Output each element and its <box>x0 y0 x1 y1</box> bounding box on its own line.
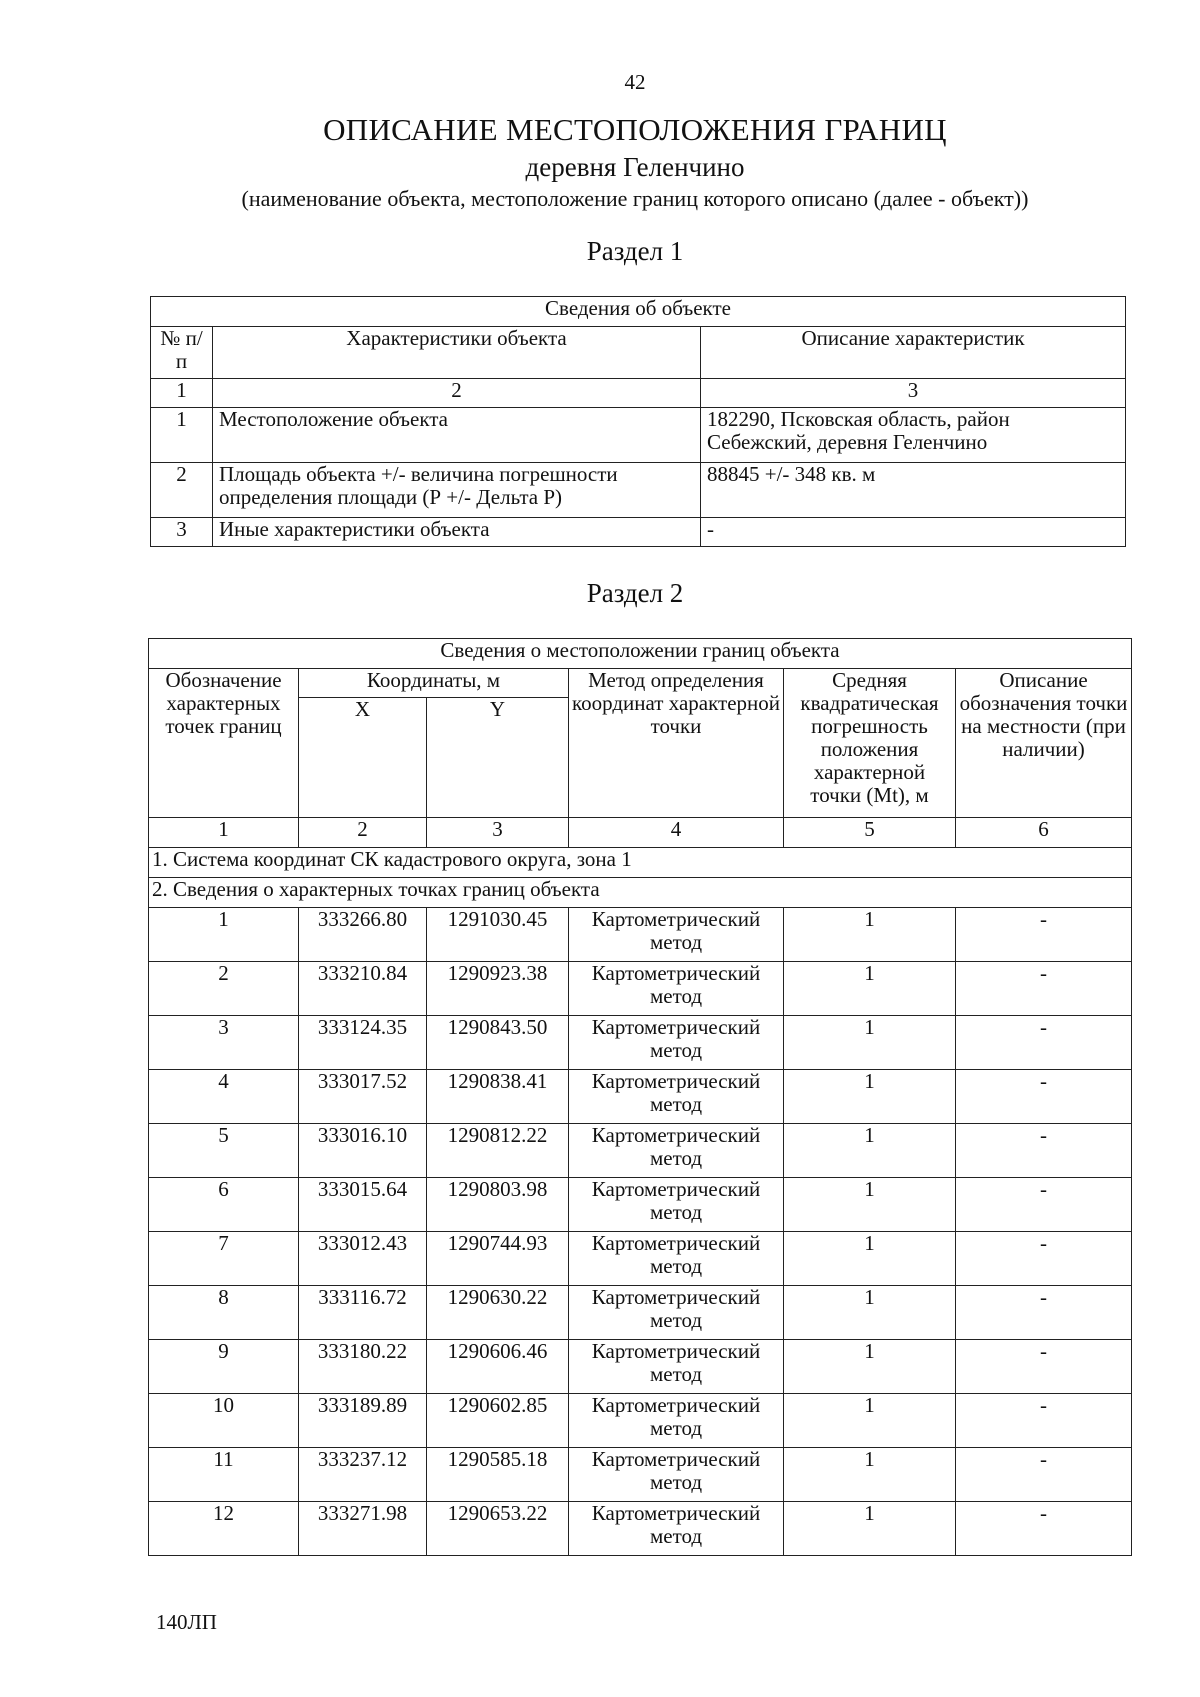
points-body <box>149 908 1132 1556</box>
point-method: Картометрический метод <box>569 962 784 1016</box>
col-number-cell: 1 <box>149 818 299 848</box>
point-y: 1290923.38 <box>427 962 569 1016</box>
point-x: 333015.64 <box>299 1178 427 1232</box>
table-row <box>149 1070 1132 1124</box>
point-method: Картометрический метод <box>569 1340 784 1394</box>
boundary-table-title: Сведения о местоположении границ объекта <box>149 639 1132 669</box>
point-error: 1 <box>784 1232 956 1286</box>
table-row <box>151 408 1126 463</box>
point-y: 1290838.41 <box>427 1070 569 1124</box>
point-y: 1290812.22 <box>427 1124 569 1178</box>
point-number: 6 <box>149 1178 299 1232</box>
point-description: - <box>956 1502 1132 1556</box>
point-error: 1 <box>784 1124 956 1178</box>
document-title: ОПИСАНИЕ МЕСТОПОЛОЖЕНИЯ ГРАНИЦ <box>323 112 947 147</box>
point-method: Картометрический метод <box>569 1070 784 1124</box>
point-error: 1 <box>784 1286 956 1340</box>
col-header-coords: Координаты, м <box>299 669 569 698</box>
table-row <box>149 1016 1132 1070</box>
point-x: 333180.22 <box>299 1340 427 1394</box>
points-info-row: 2. Сведения о характерных точках границ объекта <box>149 878 1132 908</box>
point-error: 1 <box>784 1016 956 1070</box>
table-row <box>151 518 1126 547</box>
point-description: - <box>956 1016 1132 1070</box>
point-error: 1 <box>784 908 956 962</box>
table-row <box>151 463 1126 518</box>
table-row <box>149 1124 1132 1178</box>
row-number: 1 <box>151 408 213 463</box>
point-description: - <box>956 1178 1132 1232</box>
point-x: 333266.80 <box>299 908 427 962</box>
point-method: Картометрический метод <box>569 1124 784 1178</box>
point-description: - <box>956 1340 1132 1394</box>
point-error: 1 <box>784 1070 956 1124</box>
col-number-cell: 3 <box>701 379 1126 408</box>
point-number: 5 <box>149 1124 299 1178</box>
point-number: 9 <box>149 1340 299 1394</box>
point-method: Картометрический метод <box>569 1286 784 1340</box>
col-header-x: X <box>299 698 427 818</box>
point-x: 333189.89 <box>299 1394 427 1448</box>
col-number-cell: 2 <box>213 379 701 408</box>
point-method: Картометрический метод <box>569 1232 784 1286</box>
point-error: 1 <box>784 1178 956 1232</box>
point-error: 1 <box>784 1448 956 1502</box>
object-name: деревня Геленчино <box>525 152 745 182</box>
characteristic-name: Местоположение объекта <box>213 408 701 463</box>
point-description: - <box>956 962 1132 1016</box>
point-number: 4 <box>149 1070 299 1124</box>
point-error: 1 <box>784 1394 956 1448</box>
col-number-cell: 3 <box>427 818 569 848</box>
point-number: 7 <box>149 1232 299 1286</box>
col-header-characteristic: Характеристики объекта <box>213 327 701 379</box>
point-x: 333210.84 <box>299 962 427 1016</box>
point-y: 1290606.46 <box>427 1340 569 1394</box>
point-y: 1290602.85 <box>427 1394 569 1448</box>
object-info-title: Сведения об объекте <box>151 297 1126 327</box>
point-x: 333016.10 <box>299 1124 427 1178</box>
col-header-descr: Описание обозначения точки на местности (при наличии) <box>956 669 1132 818</box>
point-y: 1290653.22 <box>427 1502 569 1556</box>
point-number: 11 <box>149 1448 299 1502</box>
col-header-number: № п/п <box>151 327 213 379</box>
table-row <box>149 1394 1132 1448</box>
point-x: 333237.12 <box>299 1448 427 1502</box>
point-error: 1 <box>784 1502 956 1556</box>
table-row <box>149 1502 1132 1556</box>
point-method: Картометрический метод <box>569 1016 784 1070</box>
footer-code: 140ЛП <box>156 1610 217 1634</box>
point-description: - <box>956 908 1132 962</box>
point-y: 1290843.50 <box>427 1016 569 1070</box>
table-row <box>149 1340 1132 1394</box>
row-number: 2 <box>151 463 213 518</box>
point-description: - <box>956 1070 1132 1124</box>
col-number-cell: 1 <box>151 379 213 408</box>
col-header-description: Описание характеристик <box>701 327 1126 379</box>
point-x: 333116.72 <box>299 1286 427 1340</box>
col-header-point: Обозначение характерных точек границ <box>149 669 299 818</box>
table-row <box>149 962 1132 1016</box>
table-row <box>149 1286 1132 1340</box>
table-row <box>149 1232 1132 1286</box>
point-method: Картометрический метод <box>569 1502 784 1556</box>
point-y: 1291030.45 <box>427 908 569 962</box>
point-x: 333124.35 <box>299 1016 427 1070</box>
characteristic-value: 88845 +/- 348 кв. м <box>701 463 1126 518</box>
point-x: 333012.43 <box>299 1232 427 1286</box>
col-header-method: Метод определения координат характерной точки <box>569 669 784 818</box>
row-number: 3 <box>151 518 213 547</box>
point-error: 1 <box>784 962 956 1016</box>
point-number: 12 <box>149 1502 299 1556</box>
characteristic-value: 182290, Псковская область, район Себежский, деревня Геленчино <box>701 408 1126 463</box>
point-description: - <box>956 1394 1132 1448</box>
point-method: Картометрический метод <box>569 1178 784 1232</box>
point-method: Картометрический метод <box>569 908 784 962</box>
col-header-error: Средняя квадратическая погрешность положения характерной точки (Mt), м <box>784 669 956 818</box>
characteristic-name: Площадь объекта +/- величина погрешности определения площади (Р +/- Дельта Р) <box>213 463 701 518</box>
col-number-cell: 5 <box>784 818 956 848</box>
point-method: Картометрический метод <box>569 1394 784 1448</box>
point-y: 1290744.93 <box>427 1232 569 1286</box>
point-number: 10 <box>149 1394 299 1448</box>
point-y: 1290630.22 <box>427 1286 569 1340</box>
point-description: - <box>956 1448 1132 1502</box>
point-method: Картометрический метод <box>569 1448 784 1502</box>
object-caption: (наименование объекта, местоположение границ которого описано (далее - объект)) <box>241 186 1029 211</box>
point-x: 333271.98 <box>299 1502 427 1556</box>
table-row <box>149 908 1132 962</box>
point-y: 1290585.18 <box>427 1448 569 1502</box>
col-number-cell: 4 <box>569 818 784 848</box>
coordinate-system-row: 1. Система координат СК кадастрового округа, зона 1 <box>149 848 1132 878</box>
point-number: 2 <box>149 962 299 1016</box>
section1-heading: Раздел 1 <box>586 236 684 266</box>
characteristic-name: Иные характеристики объекта <box>213 518 701 547</box>
col-header-y: Y <box>427 698 569 818</box>
point-description: - <box>956 1286 1132 1340</box>
point-number: 8 <box>149 1286 299 1340</box>
col-number-cell: 6 <box>956 818 1132 848</box>
point-number: 3 <box>149 1016 299 1070</box>
characteristic-value: - <box>701 518 1126 547</box>
section2-heading: Раздел 2 <box>586 578 684 608</box>
point-description: - <box>956 1232 1132 1286</box>
point-error: 1 <box>784 1340 956 1394</box>
page-number: 42 <box>624 70 646 94</box>
object-info-table <box>150 296 1126 547</box>
col-number-cell: 2 <box>299 818 427 848</box>
point-number: 1 <box>149 908 299 962</box>
boundary-points-table <box>148 638 1132 1556</box>
point-x: 333017.52 <box>299 1070 427 1124</box>
table-row <box>149 1448 1132 1502</box>
point-description: - <box>956 1124 1132 1178</box>
table-row <box>149 1178 1132 1232</box>
point-y: 1290803.98 <box>427 1178 569 1232</box>
